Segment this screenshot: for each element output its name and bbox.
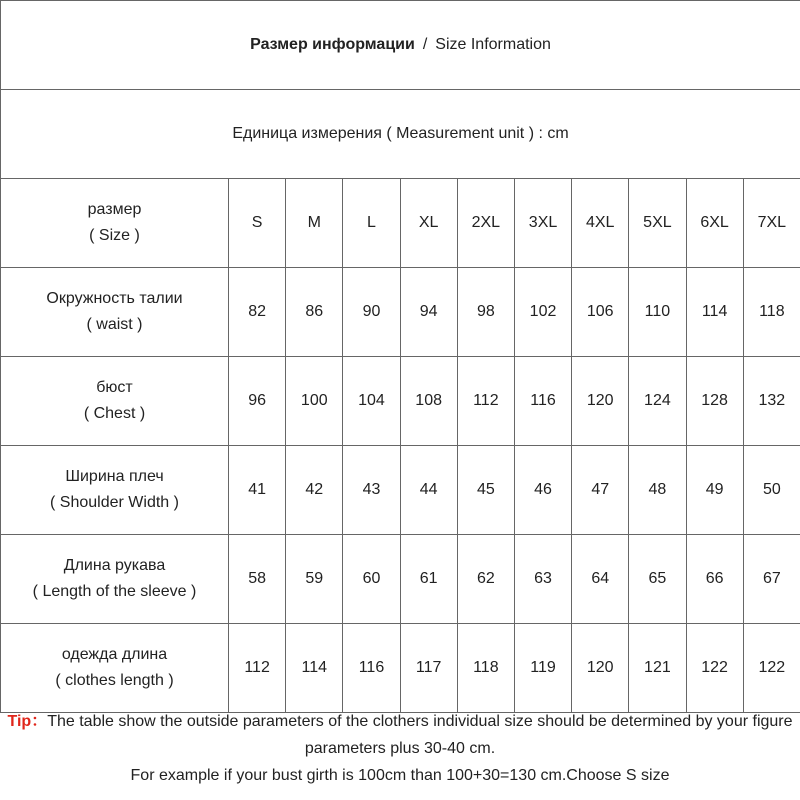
row-label (1, 268, 229, 357)
table-cell: 41 (229, 446, 286, 535)
table-cell: 100 (286, 357, 343, 446)
table-cell: 59 (286, 535, 343, 624)
table-cell: 82 (229, 268, 286, 357)
tip-line-2: parameters plus 30-40 cm. (304, 740, 496, 757)
table-cell: 122 (686, 624, 743, 713)
table-cell: 45 (457, 446, 514, 535)
table-cell: 61 (400, 535, 457, 624)
title-separator: / (422, 36, 428, 53)
table-cell: 44 (400, 446, 457, 535)
size-col-header: XL (400, 179, 457, 268)
table-cell: 112 (457, 357, 514, 446)
table-cell: 49 (686, 446, 743, 535)
row-label-ru: бюст (96, 379, 133, 396)
table-cell: 104 (343, 357, 400, 446)
table-cell: 102 (514, 268, 571, 357)
row-label (1, 446, 229, 535)
table-title (1, 1, 800, 90)
table-cell: 46 (514, 446, 571, 535)
table-cell: 90 (343, 268, 400, 357)
table-cell: 96 (229, 357, 286, 446)
table-cell: 118 (743, 268, 800, 357)
table-cell: 119 (514, 624, 571, 713)
table-cell: 108 (400, 357, 457, 446)
size-col-header: 3XL (514, 179, 571, 268)
table-cell: 121 (629, 624, 686, 713)
size-col-header: S (229, 179, 286, 268)
row-label (1, 624, 229, 713)
table-cell: 122 (743, 624, 800, 713)
table-cell: 132 (743, 357, 800, 446)
table-cell: 128 (686, 357, 743, 446)
table-cell: 48 (629, 446, 686, 535)
table-row-chest (1, 357, 800, 446)
tip-colon: ： (31, 713, 48, 730)
table-cell: 64 (572, 535, 629, 624)
title-ru: Размер информации (250, 36, 415, 53)
row-label (1, 535, 229, 624)
row-label-en: ( Chest ) (83, 405, 146, 422)
tip-note (0, 708, 800, 789)
table-cell: 43 (343, 446, 400, 535)
table-cell: 110 (629, 268, 686, 357)
tip-line-3: For example if your bust girth is 100cm than 100+30=130 cm.Choose S size (130, 767, 670, 784)
unit-row (1, 90, 800, 179)
table-cell: 60 (343, 535, 400, 624)
size-col-header: L (343, 179, 400, 268)
size-col-header: M (286, 179, 343, 268)
table-cell: 66 (686, 535, 743, 624)
row-label-en: ( Length of the sleeve ) (32, 583, 197, 600)
table-cell: 58 (229, 535, 286, 624)
row-label-ru: одежда длина (61, 646, 168, 663)
size-row-label (1, 179, 229, 268)
table-cell: 120 (572, 624, 629, 713)
row-label-en: ( Size ) (89, 227, 140, 244)
table-cell: 117 (400, 624, 457, 713)
row-label-ru: Окружность талии (46, 290, 183, 307)
table-cell: 50 (743, 446, 800, 535)
table-cell: 106 (572, 268, 629, 357)
measurement-unit: Единица измерения ( Measurement unit ) : cm (1, 90, 800, 179)
table-cell: 62 (457, 535, 514, 624)
table-cell: 124 (629, 357, 686, 446)
table-cell: 112 (229, 624, 286, 713)
table-cell: 47 (572, 446, 629, 535)
table-row-clothes-length (1, 624, 800, 713)
row-label-ru: Ширина плеч (65, 468, 164, 485)
title-row (1, 1, 800, 90)
row-label-en: ( Shoulder Width ) (50, 494, 179, 511)
tip-text-1: The table show the outside parameters of the clothers individual size should be determined by your figure (47, 713, 793, 730)
size-col-header: 2XL (457, 179, 514, 268)
table-cell: 42 (286, 446, 343, 535)
table-cell: 63 (514, 535, 571, 624)
row-label (1, 357, 229, 446)
table-cell: 98 (457, 268, 514, 357)
table-cell: 114 (286, 624, 343, 713)
row-label-en: ( waist ) (86, 316, 143, 333)
size-col-header: 5XL (629, 179, 686, 268)
row-label-ru: Длина рукава (63, 557, 166, 574)
table-row-sleeve-length (1, 535, 800, 624)
tip-label: Tip (7, 713, 32, 730)
table-cell: 120 (572, 357, 629, 446)
table-cell: 114 (686, 268, 743, 357)
table-cell: 94 (400, 268, 457, 357)
table-cell: 65 (629, 535, 686, 624)
row-label-en: ( clothes length ) (55, 672, 174, 689)
row-label-ru: размер (87, 201, 142, 218)
title-en: Size Information (435, 36, 551, 53)
size-header-row (1, 179, 800, 268)
table-cell: 86 (286, 268, 343, 357)
table-cell: 67 (743, 535, 800, 624)
size-col-header: 4XL (572, 179, 629, 268)
size-col-header: 6XL (686, 179, 743, 268)
table-cell: 118 (457, 624, 514, 713)
table-cell: 116 (343, 624, 400, 713)
size-col-header: 7XL (743, 179, 800, 268)
table-cell: 116 (514, 357, 571, 446)
table-row-waist (1, 268, 800, 357)
tip-line-1 (0, 708, 800, 735)
table-row-shoulder-width (1, 446, 800, 535)
